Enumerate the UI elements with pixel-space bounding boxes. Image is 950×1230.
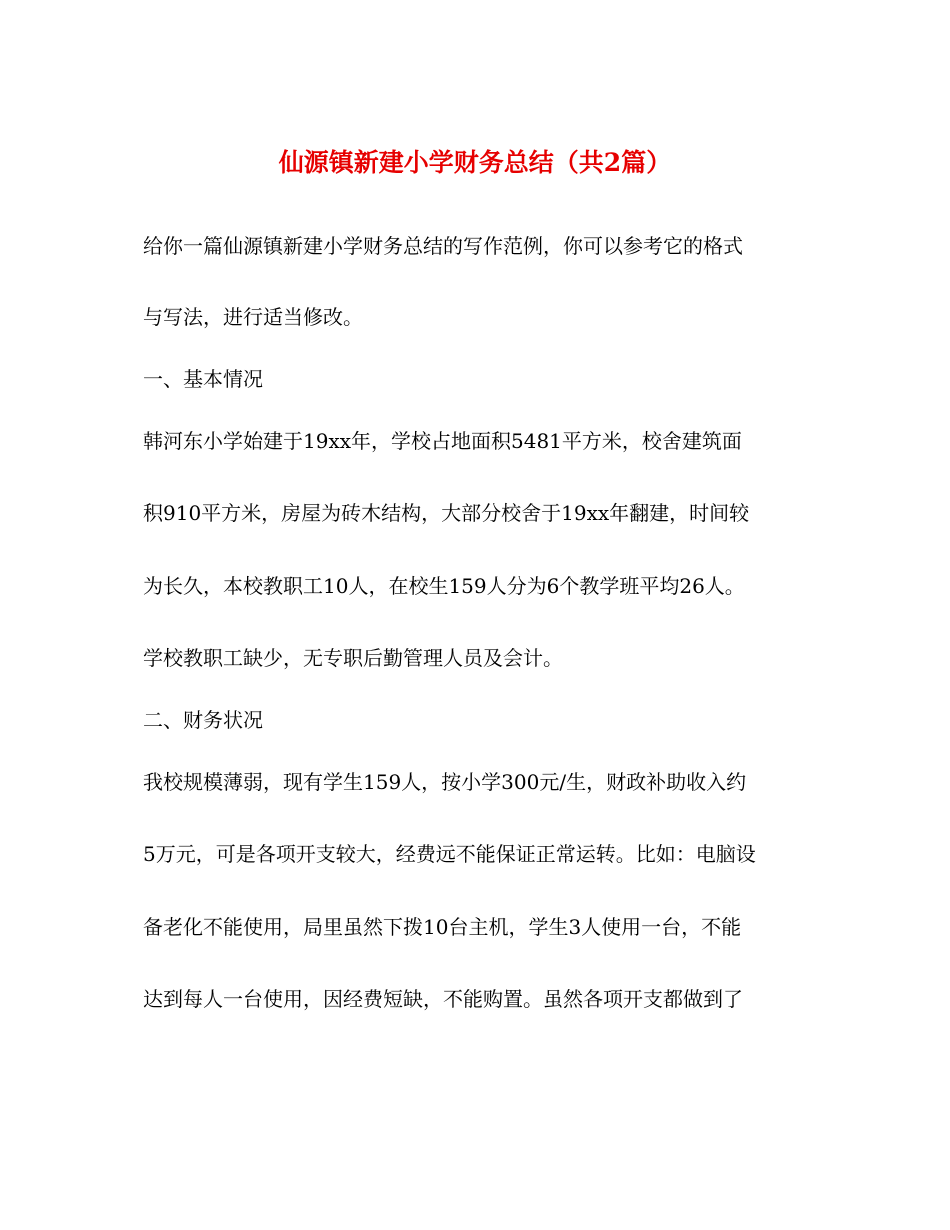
- paragraph-line: 5万元，可是各项开支较大，经费远不能保证正常运转。比如：电脑设: [143, 842, 756, 866]
- paragraph-line: 备老化不能使用，局里虽然下拨10台主机，学生3人使用一台，不能: [143, 915, 742, 939]
- paragraph-line: 学校教职工缺少，无专职后勤管理人员及会计。: [143, 646, 563, 670]
- document-title: 仙源镇新建小学财务总结（共2篇）: [278, 148, 672, 177]
- paragraph-line: 达到每人一台使用，因经费短缺，不能购置。虽然各项开支都做到了: [143, 987, 743, 1011]
- paragraph-line: 积910平方米，房屋为砖木结构，大部分校舍于19xx年翻建，时间较: [143, 501, 750, 525]
- section-heading-basic-info: 一、基本情况: [143, 367, 263, 391]
- intro-line-2: 与写法，进行适当修改。: [143, 305, 363, 329]
- paragraph-line: 我校规模薄弱，现有学生159人，按小学300元/生，财政补助收入约: [143, 770, 747, 794]
- section-heading-finance: 二、财务状况: [143, 708, 263, 732]
- intro-line-1: 给你一篇仙源镇新建小学财务总结的写作范例，你可以参考它的格式: [143, 234, 743, 258]
- paragraph-line: 韩河东小学始建于19xx年，学校占地面积5481平方米，校舍建筑面: [143, 429, 742, 453]
- paragraph-line: 为长久，本校教职工10人，在校生159人分为6个教学班平均26人。: [143, 574, 745, 598]
